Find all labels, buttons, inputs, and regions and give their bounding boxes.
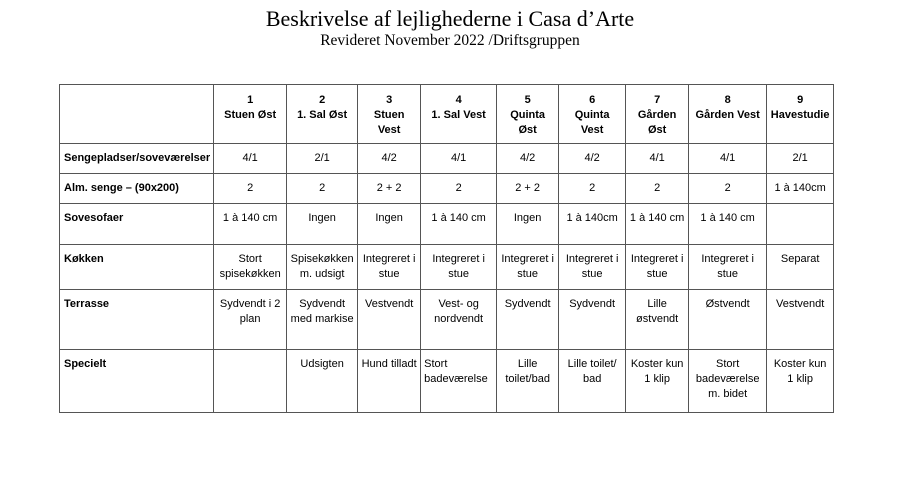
table-cell	[767, 204, 834, 245]
table-cell: Sydvendt	[559, 290, 626, 350]
row-label: Sovesofaer	[60, 204, 214, 245]
table-cell: Sydvendt	[497, 290, 559, 350]
table-cell: 2	[689, 174, 767, 204]
table-cell: Stort badeværelse	[421, 350, 497, 413]
table-cell: Spisekøkken m. udsigt	[287, 245, 358, 290]
document-subtitle: Revideret November 2022 /Driftsgruppen	[320, 32, 580, 49]
table-cell: 2/1	[287, 144, 358, 174]
apartment-header: 7 Gården Øst	[626, 85, 689, 144]
table-cell: Integreret i stue	[421, 245, 497, 290]
table-cell: Stort spisekøkken	[214, 245, 287, 290]
table-cell: Hund tilladt	[358, 350, 421, 413]
apartment-header: 8 Gården Vest	[689, 85, 767, 144]
table-row	[60, 204, 834, 245]
corner-cell	[60, 85, 214, 144]
table-cell: 2	[214, 174, 287, 204]
table-cell: Koster kun 1 klip	[626, 350, 689, 413]
table-cell: Integreret i stue	[689, 245, 767, 290]
apartment-header: 4 1. Sal Vest	[421, 85, 497, 144]
table-cell: Separat	[767, 245, 834, 290]
apartment-header: 9 Havestudie	[767, 85, 834, 144]
table-cell: Integreret i stue	[497, 245, 559, 290]
table-cell: 4/2	[358, 144, 421, 174]
table-cell: 4/2	[497, 144, 559, 174]
table-row	[60, 144, 834, 174]
table-cell: Sydvendt med markise	[287, 290, 358, 350]
table-cell: Vestvendt	[767, 290, 834, 350]
table-cell: 2	[287, 174, 358, 204]
apartments-table	[59, 84, 834, 413]
table-cell: Koster kun 1 klip	[767, 350, 834, 413]
table-cell: 2	[559, 174, 626, 204]
table-cell: 1 à 140 cm	[421, 204, 497, 245]
table-cell: 4/1	[421, 144, 497, 174]
table-cell: 4/1	[214, 144, 287, 174]
table-cell: 2	[421, 174, 497, 204]
table-row	[60, 245, 834, 290]
table-row	[60, 174, 834, 204]
table-cell: 4/1	[626, 144, 689, 174]
table-header-row	[60, 85, 834, 144]
table-cell	[214, 350, 287, 413]
table-cell: Ingen	[358, 204, 421, 245]
table-cell: 1 à 140 cm	[626, 204, 689, 245]
table-cell: Ingen	[497, 204, 559, 245]
table-cell: Ingen	[287, 204, 358, 245]
row-label: Alm. senge – (90x200)	[60, 174, 214, 204]
table-row	[60, 290, 834, 350]
table-cell: Stort badeværelse m. bidet	[689, 350, 767, 413]
table-cell: 2/1	[767, 144, 834, 174]
table-cell: 2 + 2	[358, 174, 421, 204]
table-cell: 1 à 140cm	[767, 174, 834, 204]
table-cell: Vestvendt	[358, 290, 421, 350]
table-cell: Østvendt	[689, 290, 767, 350]
document-title: Beskrivelse af lejlighederne i Casa d’Arte	[265, 6, 635, 31]
table-cell: Lille østvendt	[626, 290, 689, 350]
apartment-header: 2 1. Sal Øst	[287, 85, 358, 144]
table-cell: Integreret i stue	[626, 245, 689, 290]
table-cell: 4/1	[689, 144, 767, 174]
apartment-header: 1 Stuen Øst	[214, 85, 287, 144]
table-cell: Integreret i stue	[559, 245, 626, 290]
table-row	[60, 350, 834, 413]
row-label: Terrasse	[60, 290, 214, 350]
table-cell: Sydvendt i 2 plan	[214, 290, 287, 350]
table-cell: Udsigten	[287, 350, 358, 413]
row-label: Specielt	[60, 350, 214, 413]
table-cell: 2 + 2	[497, 174, 559, 204]
table-cell: Lille toilet/bad	[497, 350, 559, 413]
table-cell: 4/2	[559, 144, 626, 174]
apartment-header: 3 Stuen Vest	[358, 85, 421, 144]
table-cell: 1 à 140 cm	[214, 204, 287, 245]
row-label: Køkken	[60, 245, 214, 290]
table-cell: 1 à 140 cm	[689, 204, 767, 245]
table-cell: Vest- og nordvendt	[421, 290, 497, 350]
apartment-header: 5 Quinta Øst	[497, 85, 559, 144]
table-cell: Lille toilet/ bad	[559, 350, 626, 413]
table-cell: 2	[626, 174, 689, 204]
table-cell: Integreret i stue	[358, 245, 421, 290]
row-label: Sengepladser/soveværelser	[60, 144, 214, 174]
apartment-header: 6 Quinta Vest	[559, 85, 626, 144]
table-cell: 1 à 140cm	[559, 204, 626, 245]
